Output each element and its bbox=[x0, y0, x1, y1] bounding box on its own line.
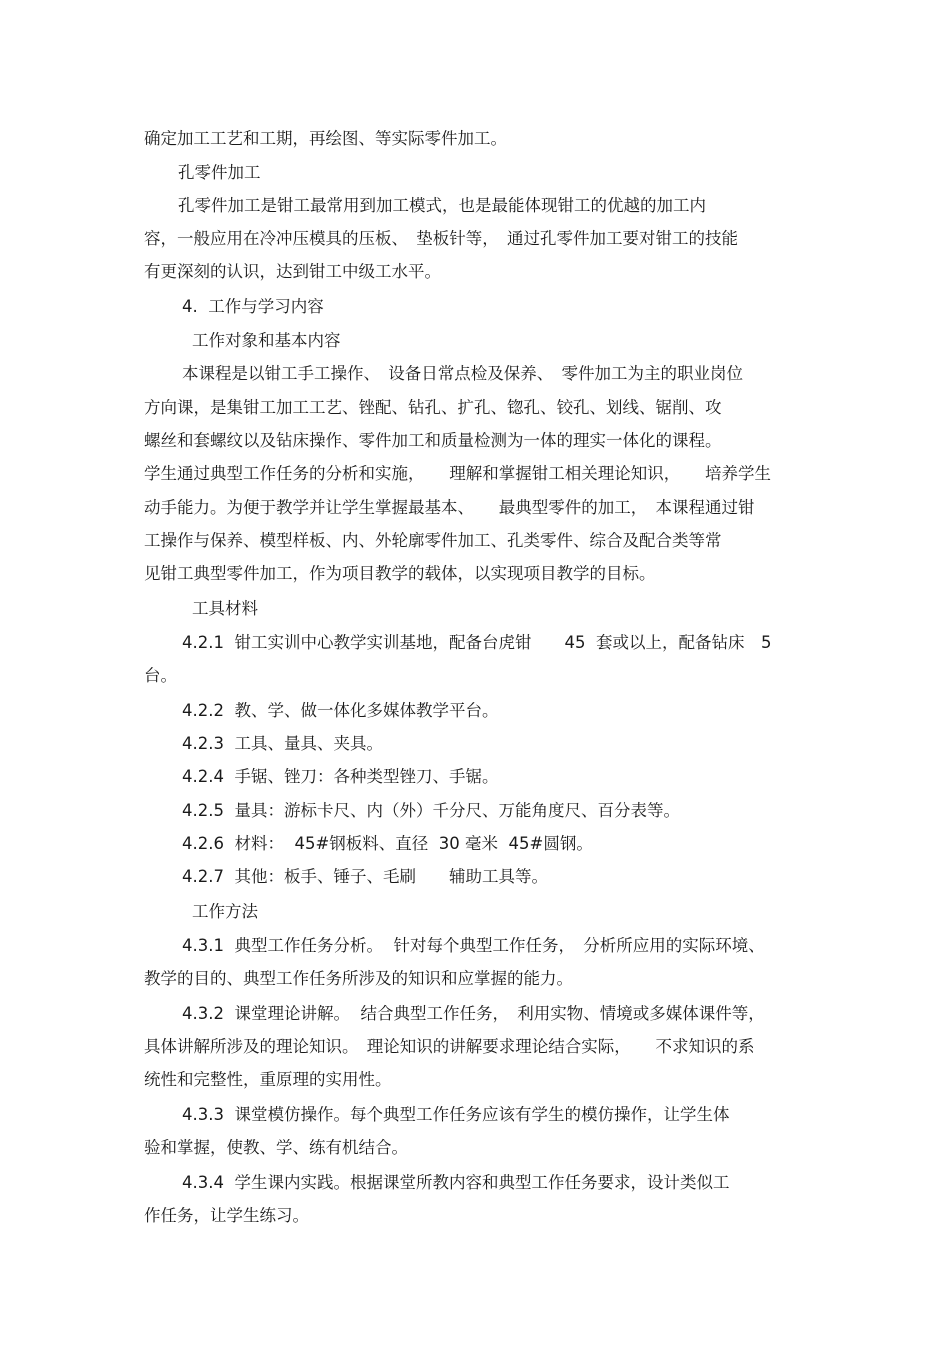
list-item: 4.2.2 教、学、做一体化多媒体教学平台。 bbox=[182, 701, 499, 720]
text-line: 螺丝和套螺纹以及钻床操作、零件加工和质量检测为一体的理实一体化的课程。 bbox=[144, 431, 722, 450]
section-heading: 工具材料 bbox=[192, 599, 258, 618]
text-line: 容，一般应用在冷冲压模具的压板、 垫板针等， 通过孔零件加工要对钳工的技能 bbox=[144, 229, 738, 248]
section-heading: 4. 工作与学习内容 bbox=[182, 297, 324, 316]
list-item: 4.2.3 工具、量具、夹具。 bbox=[182, 734, 383, 753]
list-item: 4.3.2 课堂理论讲解。 结合典型工作任务， 利用实物、情境或多媒体课件等， bbox=[182, 1004, 765, 1023]
list-item: 4.2.4 手锯、锉刀：各种类型锉刀、手锯。 bbox=[182, 767, 499, 786]
text-line: 统性和完整性，重原理的实用性。 bbox=[144, 1070, 392, 1089]
text-line: 本课程是以钳工手工操作、 设备日常点检及保养、 零件加工为主的职业岗位 bbox=[182, 364, 743, 383]
section-heading: 工作对象和基本内容 bbox=[192, 331, 341, 350]
text-line: 工操作与保养、模型样板、内、外轮廓零件加工、孔类零件、综合及配合类等常 bbox=[144, 531, 722, 550]
text-line: 教学的目的、典型工作任务所涉及的知识和应掌握的能力。 bbox=[144, 969, 573, 988]
text-line: 验和掌握，使教、学、练有机结合。 bbox=[144, 1138, 408, 1157]
list-item: 4.2.6 材料： 45#钢板料、直径 30 毫米 45#圆钢。 bbox=[182, 834, 593, 853]
text-line: 有更深刻的认识，达到钳工中级工水平。 bbox=[144, 262, 441, 281]
text-line: 确定加工工艺和工期，再绘图、等实际零件加工。 bbox=[144, 129, 507, 148]
list-item: 4.3.1 典型工作任务分析。 针对每个典型工作任务， 分析所应用的实际环境、 bbox=[182, 936, 765, 955]
section-heading: 工作方法 bbox=[192, 902, 258, 921]
list-item: 4.2.5 量具：游标卡尺、内（外）千分尺、万能角度尺、百分表等。 bbox=[182, 801, 680, 820]
text-line: 学生通过典型工作任务的分析和实施， 理解和掌握钳工相关理论知识， 培养学生 bbox=[144, 464, 771, 483]
list-item: 4.3.4 学生课内实践。根据课堂所教内容和典型工作任务要求，设计类似工 bbox=[182, 1173, 730, 1192]
list-item: 4.2.1 钳工实训中心教学实训基地，配备台虎钳 45 套或以上，配备钻床 5 bbox=[182, 633, 772, 652]
list-item: 4.3.3 课堂模仿操作。每个典型工作任务应该有学生的模仿操作，让学生体 bbox=[182, 1105, 730, 1124]
text-line: 方向课，是集钳工加工工艺、锉配、钻孔、扩孔、锪孔、铰孔、划线、锯削、攻 bbox=[144, 398, 722, 417]
section-heading: 孔零件加工 bbox=[178, 163, 261, 182]
list-item: 4.2.7 其他：板手、锤子、毛刷 辅助工具等。 bbox=[182, 867, 548, 886]
text-line: 作任务，让学生练习。 bbox=[144, 1206, 309, 1225]
text-line: 台。 bbox=[144, 666, 177, 685]
text-line: 见钳工典型零件加工，作为项目教学的载体，以实现项目教学的目标。 bbox=[144, 564, 656, 583]
text-line: 孔零件加工是钳工最常用到加工模式，也是最能体现钳工的优越的加工内 bbox=[178, 196, 706, 215]
text-line: 动手能力。为便于教学并让学生掌握最基本、 最典型零件的加工， 本课程通过钳 bbox=[144, 498, 755, 517]
text-line: 具体讲解所涉及的理论知识。 理论知识的讲解要求理论结合实际， 不求知识的系 bbox=[144, 1037, 755, 1056]
